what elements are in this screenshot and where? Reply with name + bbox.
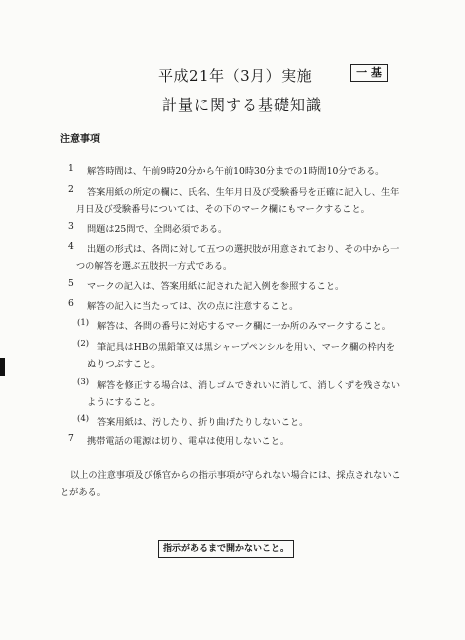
- subitem-number: (3): [77, 377, 90, 387]
- item-text: つの解答を選ぶ五肢択一方式である。: [76, 261, 233, 272]
- item-text: 解答の記入に当たっては、次の点に注意すること。: [87, 301, 299, 312]
- closing-text: 以上の注意事項及び係官からの指示事項が守られない場合には、採点されないこ: [70, 470, 401, 481]
- scan-edge-mark: [0, 358, 5, 376]
- exam-date: 平成21年（3月）実施: [158, 67, 313, 85]
- item-text: 答案用紙の所定の欄に、氏名、生年月日及び受験番号を正確に記入し、生年: [87, 187, 400, 198]
- item-number: 6: [68, 298, 74, 309]
- item-text: 問題は25問で、全問必須である。: [87, 224, 228, 235]
- section-heading: 注意事項: [60, 134, 100, 145]
- page-title: 計量に関する基礎知識: [162, 96, 323, 114]
- subitem-text: 解答は、各問の番号に対応するマーク欄に一か所のみマークすること。: [97, 321, 391, 332]
- subitem-text: 解答を修正する場合は、消しゴムできれいに消して、消しくずを残さない: [97, 380, 401, 391]
- subitem-text: 答案用紙は、汚したり、折り曲げたりしないこと。: [97, 417, 309, 428]
- notice-box: 指示があるまで開かないこと。: [158, 540, 294, 558]
- item-text: 携帯電話の電源は切り、電卓は使用しないこと。: [87, 436, 290, 447]
- subitem-text: 筆記具はHBの黒鉛筆又は黒シャープペンシルを用い、マーク欄の枠内を: [97, 342, 396, 353]
- item-text: 月日及び受験番号については、その下のマーク欄にもマークすること。: [76, 204, 370, 215]
- subitem-number: (4): [77, 414, 90, 424]
- subitem-text: ようにすること。: [87, 397, 161, 408]
- closing-text: とがある。: [60, 487, 106, 498]
- item-text: マークの記入は、答案用紙に記された記入例を参照すること。: [87, 281, 345, 292]
- item-text: 出題の形式は、各問に対して五つの選択肢が用意されており、その中から一: [87, 244, 400, 255]
- item-number: 1: [68, 163, 74, 174]
- item-number: 7: [68, 433, 74, 444]
- item-text: 解答時間は、午前9時20分から午前10時30分までの1時間10分である。: [87, 166, 385, 177]
- subitem-number: (2): [77, 339, 90, 349]
- item-number: 2: [68, 184, 74, 195]
- item-number: 5: [68, 278, 74, 289]
- subject-badge: 一 基: [350, 64, 388, 82]
- subitem-number: (1): [77, 318, 90, 328]
- subitem-text: ぬりつぶすこと。: [87, 359, 161, 370]
- item-number: 3: [68, 221, 74, 232]
- item-number: 4: [68, 241, 74, 252]
